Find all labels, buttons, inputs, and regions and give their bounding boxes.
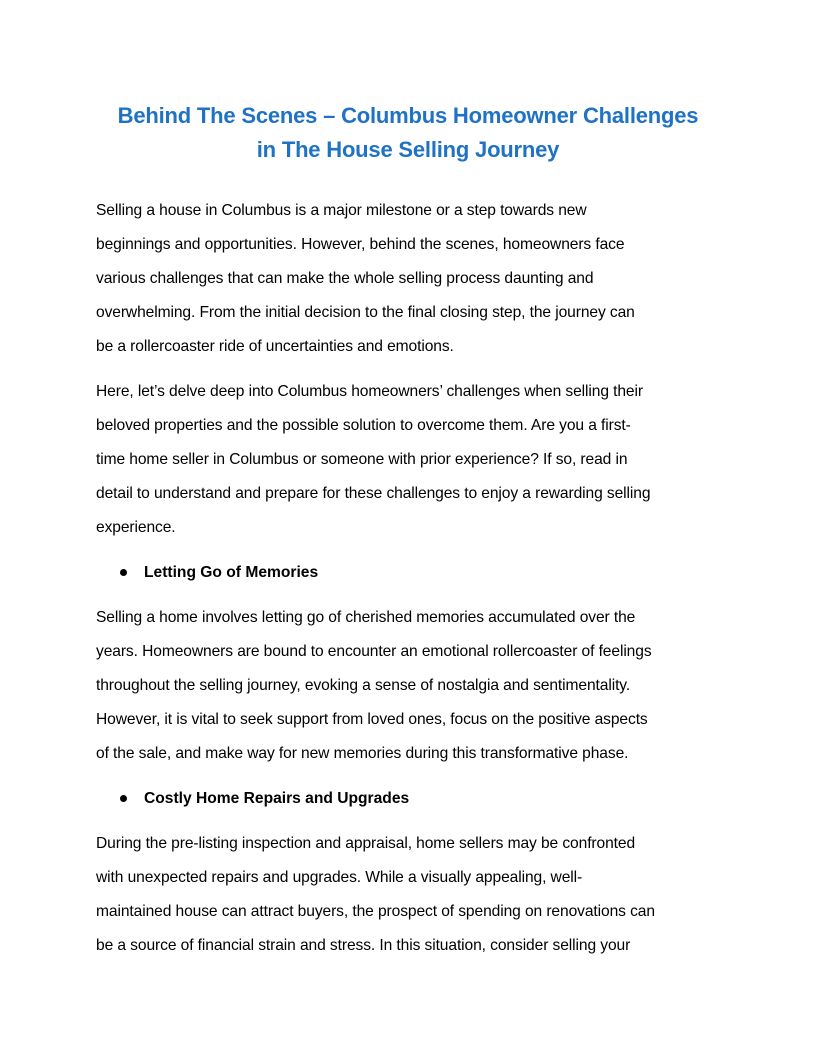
paragraph-memories	[96, 601, 726, 771]
paragraph-line: Selling a house in Columbus is a major milestone or a step towards new	[96, 202, 587, 219]
bullet-icon	[120, 795, 127, 802]
paragraph-intro	[96, 194, 726, 364]
paragraph-line: maintained house can attract buyers, the prospect of spending on renovations can	[96, 903, 655, 920]
paragraph-line: years. Homeowners are bound to encounter an emotional rollercoaster of feelings	[96, 643, 652, 660]
paragraph-line: throughout the selling journey, evoking a sense of nostalgia and sentimentality.	[96, 677, 631, 694]
paragraph-spacer	[96, 771, 726, 782]
paragraph-line: be a rollercoaster ride of uncertainties and emotions.	[96, 338, 454, 355]
paragraph-repairs	[96, 827, 726, 963]
paragraph-spacer	[96, 590, 726, 601]
paragraph-line: However, it is vital to seek support from loved ones, focus on the positive aspects	[96, 711, 648, 728]
paragraph-line: During the pre-listing inspection and appraisal, home sellers may be confronted	[96, 835, 636, 852]
paragraph-overview	[96, 375, 726, 545]
bullet-heading-memories	[96, 556, 726, 590]
paragraph-line: Selling a home involves letting go of cherished memories accumulated over the	[96, 609, 636, 626]
paragraph-line: beginnings and opportunities. However, behind the scenes, homeowners face	[96, 236, 625, 253]
document-body	[96, 194, 726, 963]
document-title	[96, 99, 720, 167]
paragraph-line: experience.	[96, 519, 176, 536]
paragraph-spacer	[96, 545, 726, 556]
paragraph-line: of the sale, and make way for new memories during this transformative phase.	[96, 745, 629, 762]
bullet-heading-text: Letting Go of Memories	[144, 564, 319, 581]
title-line-2: in The House Selling Journey	[256, 137, 560, 162]
bullet-heading-text: Costly Home Repairs and Upgrades	[144, 790, 410, 807]
paragraph-line: detail to understand and prepare for these challenges to enjoy a rewarding selling	[96, 485, 651, 502]
paragraph-line: various challenges that can make the whole selling process daunting and	[96, 270, 594, 287]
paragraph-spacer	[96, 364, 726, 375]
paragraph-line: Here, let’s delve deep into Columbus homeowners’ challenges when selling their	[96, 383, 643, 400]
paragraph-line: with unexpected repairs and upgrades. While a visually appealing, well-	[96, 869, 583, 886]
title-line-1: Behind The Scenes – Columbus Homeowner Challenges	[117, 103, 699, 128]
paragraph-line: time home seller in Columbus or someone with prior experience? If so, read in	[96, 451, 628, 468]
paragraph-line: be a source of financial strain and stress. In this situation, consider selling your	[96, 937, 631, 954]
paragraph-line: beloved properties and the possible solution to overcome them. Are you a first-	[96, 417, 631, 434]
bullet-icon	[120, 569, 127, 576]
paragraph-line: overwhelming. From the initial decision to the final closing step, the journey can	[96, 304, 635, 321]
paragraph-spacer	[96, 816, 726, 827]
bullet-heading-repairs	[96, 782, 726, 816]
